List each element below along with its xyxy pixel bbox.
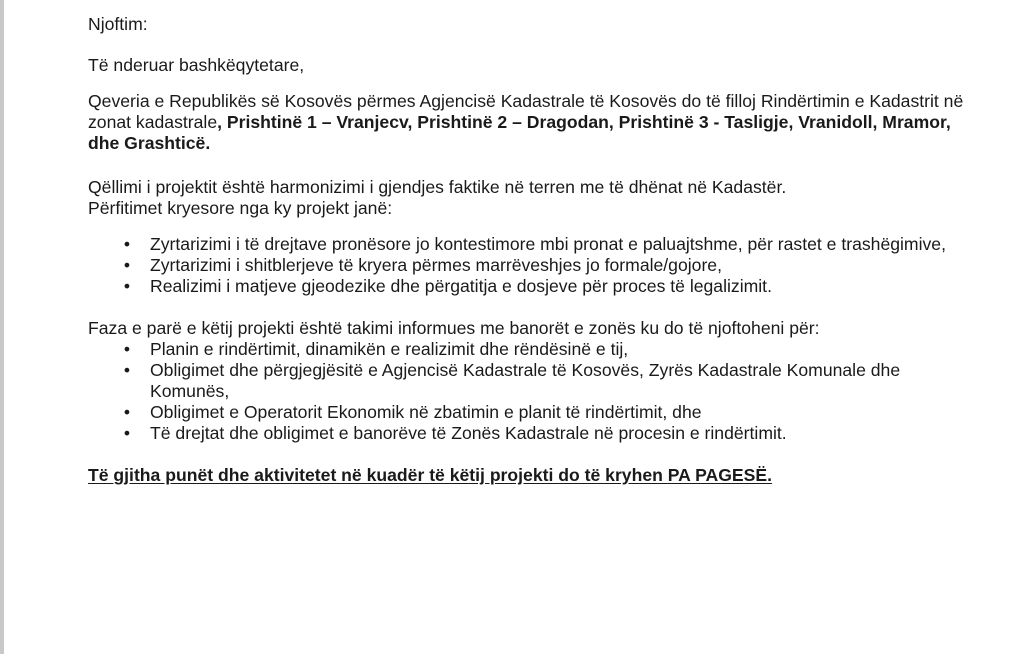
bullet-icon: •: [123, 234, 131, 254]
bullet-icon: •: [123, 402, 131, 422]
purpose-line: Qëllimi i projektit është harmonizimi i gjendjes faktike në terren me të dhënat në Kadastër.: [88, 177, 787, 197]
list-item: • Obligimet dhe përgjegjësitë e Agjencisë Kadastrale të Kosovës, Zyrës Kadastrale Komunale dhe Komunës,: [88, 360, 968, 402]
benefits-list: [88, 234, 968, 297]
bullet-icon: •: [123, 339, 131, 359]
cadastral-zones: , Prishtinë 1 – Vranjecv, Prishtinë 2 – Dragodan, Prishtinë 3 - Tasligje, Vranidoll, Mramor, dhe Grashticë.: [88, 112, 951, 153]
bullet-icon: •: [123, 423, 131, 443]
bullet-icon: •: [123, 360, 131, 380]
page-left-edge: [0, 0, 4, 654]
list-item: • Zyrtarizimi i shitblerjeve të kryera përmes marrëveshjes jo formale/gojore,: [88, 255, 968, 276]
intro-text: Qeveria e Republikës së Kosovës përmes Agjencisë Kadastrale të Kosovës do të filloj Rindërtimin e Kadastrit në zonat kadastrale: [88, 91, 964, 132]
benefits-heading: Përfitimet kryesore nga ky projekt janë:: [88, 198, 393, 218]
list-item: • Zyrtarizimi i të drejtave pronësore jo kontestimore mbi pronat e paluajtshme, për rastet e trashëgimive,: [88, 234, 968, 255]
list-item: • Të drejtat dhe obligimet e banorëve të Zonës Kadastrale në procesin e rindërtimit.: [88, 423, 968, 444]
phase-topics-list: [88, 339, 968, 444]
closing-statement: Të gjitha punët dhe aktivitetet në kuadër të këtij projekti do të kryhen PA PAGESË.: [88, 465, 773, 485]
intro-paragraph: [88, 91, 968, 154]
purpose-paragraph: [88, 177, 968, 219]
bullet-icon: •: [123, 276, 131, 296]
list-item: • Planin e rindërtimit, dinamikën e realizimit dhe rëndësinë e tij,: [88, 339, 968, 360]
notice-heading: Njoftim:: [88, 14, 148, 34]
notice-document: [88, 14, 968, 486]
salutation: Të nderuar bashkëqytetare,: [88, 55, 305, 75]
bullet-icon: •: [123, 255, 131, 275]
list-item: • Realizimi i matjeve gjeodezike dhe përgatitja e dosjeve për proces të legalizimit.: [88, 276, 968, 297]
list-item: • Obligimet e Operatorit Ekonomik në zbatimin e planit të rindërtimit, dhe: [88, 402, 968, 423]
phase-intro: Faza e parë e këtij projekti është takimi informues me banorët e zonës ku do të njoftoheni për:: [88, 318, 820, 338]
